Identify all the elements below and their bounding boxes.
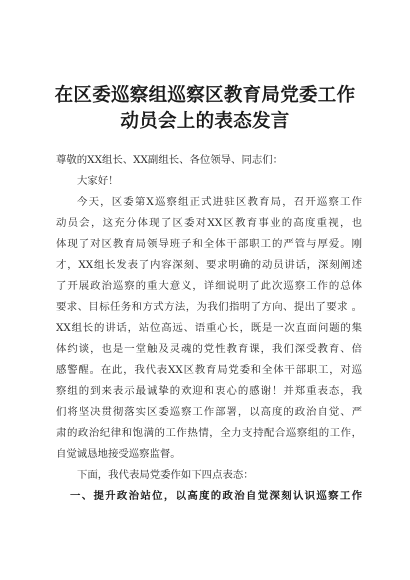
body-line: 动员会，这充分体现了区委对XX区教育事业的高度重视，也 (56, 217, 362, 229)
body-line: 们将坚决贯彻落实区委巡察工作部署，以高度的政治自觉、严 (56, 406, 362, 418)
section-heading: 一、提升政治站位，以高度的政治自觉深刻认识巡察工作 (70, 490, 362, 502)
body-line: 今天，区委第X巡察组正式进驻区教育局，召开巡察工作 (77, 196, 362, 208)
body-line: 体现了对区教育局领导班子和全体干部职工的严管与厚爱。刚 (56, 238, 362, 250)
greeting: 大家好！ (77, 175, 119, 187)
body-line: 肃的政治纪律和饱满的工作热情，全力支持配合巡察组的工作， (56, 427, 362, 439)
body-line: 察组的到来表示最诚挚的欢迎和衷心的感谢！并郑重表态，我 (56, 385, 362, 397)
body-line: 了开展政治巡察的重大意义，详细说明了此次巡察工作的总体 (56, 280, 362, 292)
body-line: 感警醒。在此，我代表XX区教育局党委和全体干部职工，对巡 (56, 364, 362, 376)
salutation: 尊敬的XX组长、XX副组长、各位领导、同志们： (56, 154, 284, 166)
body-line: 自觉诚恳地接受巡察监督。 (56, 448, 181, 460)
body-line: 体约谈，也是一堂触及灵魂的党性教育课，我们深受教育、倍 (56, 343, 362, 355)
document-title-line-1: 在区委巡察组巡察区教育局党委工作 (54, 85, 356, 106)
body-line: XX组长的讲话，站位高远、语重心长，既是一次直面问题的集 (56, 322, 362, 334)
document-title-line-2: 动员会上的表态发言 (120, 111, 290, 132)
body-line: 才，XX组长发表了内容深刻、要求明确的动员讲话，深刻阐述 (56, 259, 362, 271)
body-line: 要求、目标任务和方式方法，为我们指明了方向、提出了要求 。 (56, 301, 362, 313)
intro-line: 下面，我代表局党委作如下四点表态： (77, 469, 254, 481)
